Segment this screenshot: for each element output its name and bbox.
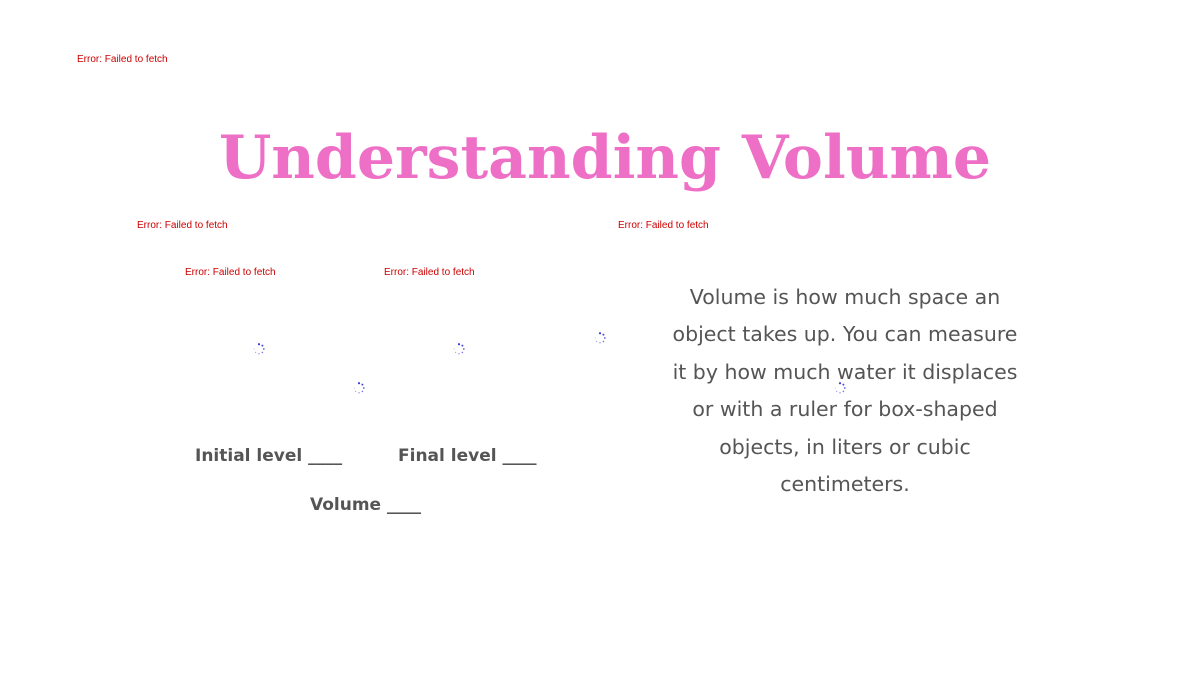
volume-label: Volume ____ (310, 495, 421, 515)
error-message-initial-image: Error: Failed to fetch (185, 267, 276, 278)
final-level-label: Final level ____ (398, 446, 537, 466)
error-message-right-panel: Error: Failed to fetch (618, 220, 709, 231)
loading-spinner-graphic (594, 332, 606, 344)
initial-level-label: Initial level ____ (195, 446, 343, 466)
volume-description: Volume is how much space an object takes up. You can measure it by how much water it displaces or with a ruler for box-shaped objects, in liters or cubic centimeters. (672, 285, 1018, 497)
loading-spinner-graphic (253, 343, 265, 355)
loading-spinner-icon (353, 382, 365, 394)
loading-spinner-graphic (453, 343, 465, 355)
loading-spinner-icon (453, 343, 465, 355)
error-message-final-image: Error: Failed to fetch (384, 267, 475, 278)
error-message-left-panel: Error: Failed to fetch (137, 220, 228, 231)
loading-spinner-icon (594, 332, 606, 344)
loading-spinner-icon (253, 343, 265, 355)
error-message-top: Error: Failed to fetch (77, 54, 168, 65)
page-title: Understanding Volume (218, 123, 992, 193)
loading-spinner-graphic (353, 382, 365, 394)
